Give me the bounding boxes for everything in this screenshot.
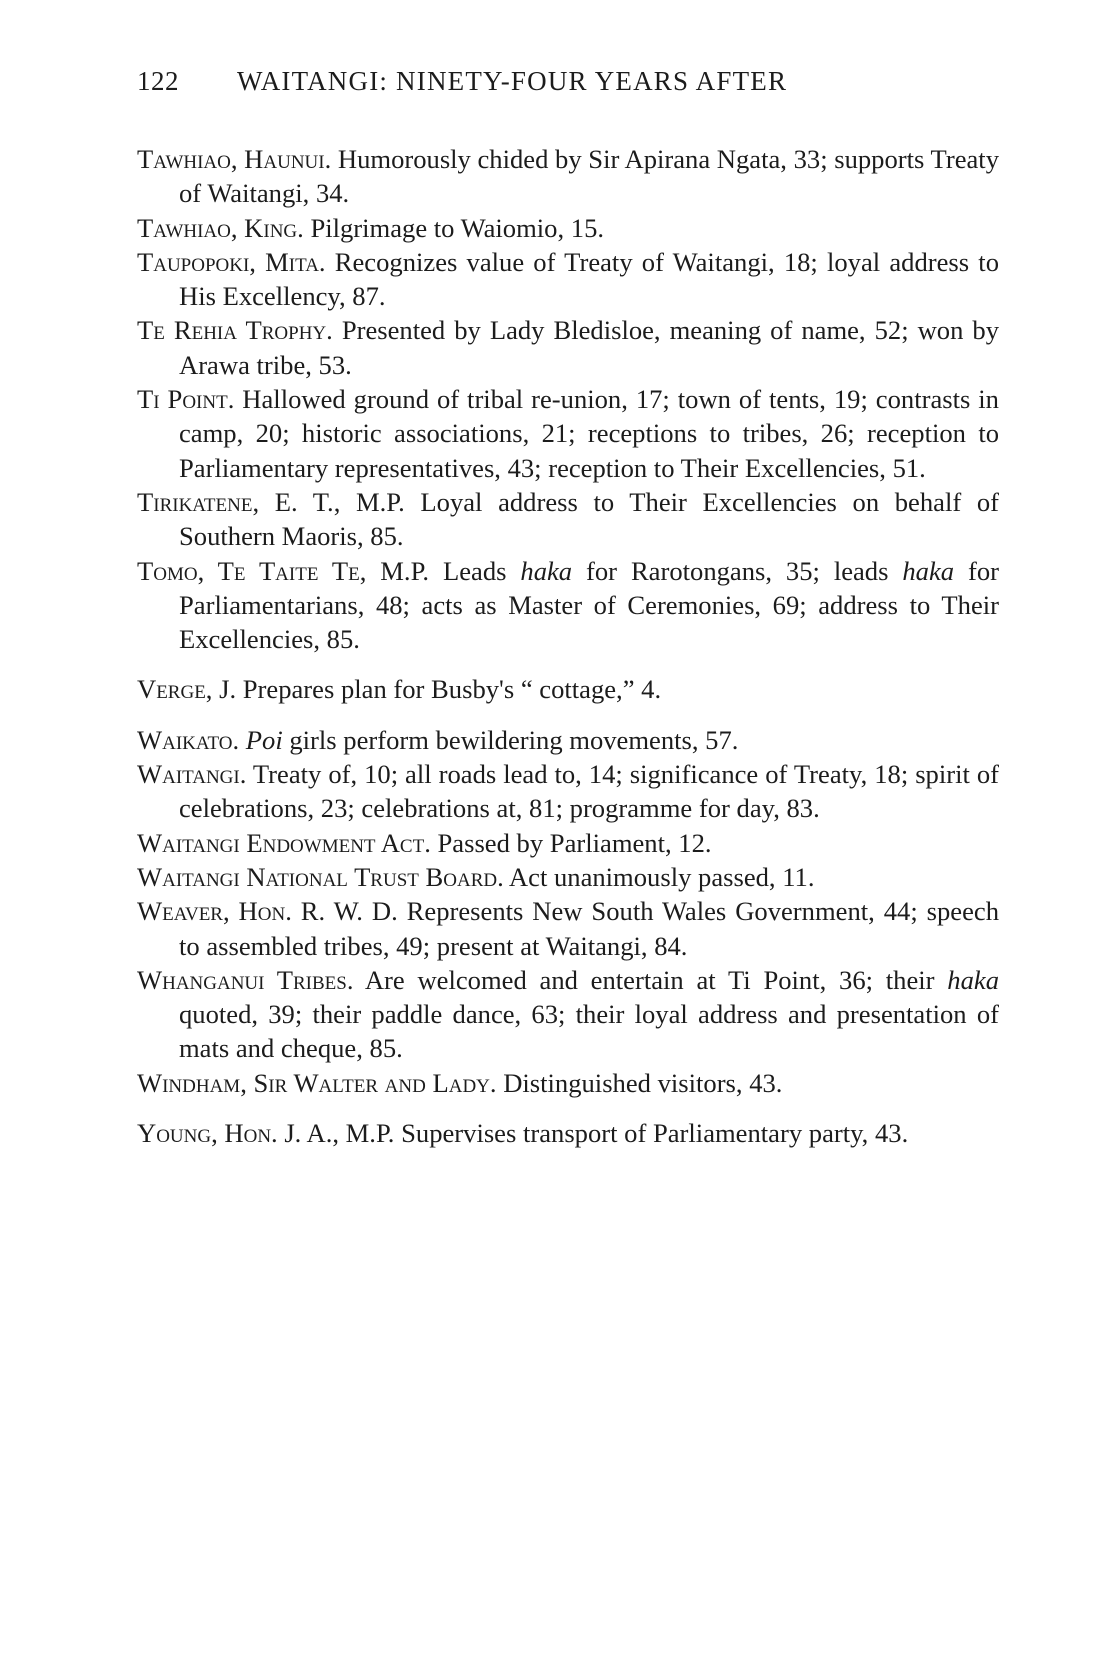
entry-text: Distinguished visitors, 43. [496,1067,783,1098]
index-entry [137,894,999,963]
index-list [137,142,999,1150]
index-entry [137,485,999,554]
entry-text: Prepares plan for Busby's “ cottage,” 4. [236,674,662,705]
index-entry [137,672,999,706]
page-number: 122 [137,66,179,96]
entry-text: quoted, 39; their paddle dance, 63; their loyal address and presentation of mats and cheque, 85. [179,999,999,1064]
entry-headword: Tirikatene, E. T., M.P. [137,486,405,517]
entry-headword: Waikato. [137,724,240,755]
entry-headword: Waitangi. [137,759,247,790]
index-entry [137,554,999,657]
entry-headword: Tawhiao, King. [137,212,304,243]
index-entry [137,963,999,1066]
entry-text: for Parliamentarians, 48; acts as Master of Ceremonies, 69; address to Their Excellencies, 85. [179,555,999,655]
entry-text: Act unanimously passed, 11. [503,861,815,892]
entry-headword: Te Rehia Trophy. [137,315,333,346]
index-entry [137,211,999,245]
index-entry [137,245,999,314]
index-entry [137,1116,999,1150]
entry-text: Pilgrimage to Waiomio, 15. [303,212,605,243]
entry-headword: Waitangi National Trust Board. [137,861,504,892]
running-title: WAITANGI: NINETY-FOUR YEARS AFTER [237,66,788,96]
entry-italic-term: haka [947,964,999,995]
entry-text: Recognizes value of Treaty of Waitangi, 18; loyal address to His Excellency, 87. [179,246,999,312]
page-header [137,66,1007,97]
entry-text: Hallowed ground of tribal re-union, 17; town of tents, 19; contrasts in camp, 20; historic associations, 21; receptions to tribes, 26; reception to Parliamentary representatives, 43; reception to Their Excellencies, 51. [179,384,999,483]
entry-italic-term: Poi [245,724,283,755]
index-entry [137,723,999,757]
entry-headword: Tomo, Te Taite Te, M.P. [137,555,430,586]
index-entry [137,757,999,826]
entry-headword: Windham, Sir Walter and Lady. [137,1067,497,1098]
entry-text: Loyal address to Their Excellencies on behalf of Southern Maoris, 85. [179,486,999,552]
entry-text: for Rarotongans, 35; leads [572,555,903,586]
entry-headword: Ti Point. [137,384,235,415]
entry-text: Treaty of, 10; all roads lead to, 14; significance of Treaty, 18; spirit of celebrations, 23; celebrations at, 81; programme for day, 83. [179,759,999,824]
entry-headword: Taupopoki, Mita. [137,246,326,277]
entry-italic-term: haka [520,555,573,586]
index-entry [137,860,999,894]
entry-headword: Young, Hon. J. A., M.P. [137,1118,395,1149]
entry-headword: Whanganui Tribes. [137,964,354,995]
index-entry [137,382,999,485]
entry-text: girls perform bewildering movements, 57. [282,724,739,755]
entry-headword: Waitangi Endowment Act. [137,827,431,858]
entry-italic-term: haka [902,555,955,586]
entry-headword: Tawhiao, Haunui. [137,144,332,174]
index-entry [137,1066,999,1100]
entry-text: Leads [429,555,521,586]
entry-text: Passed by Parliament, 12. [430,827,712,858]
entry-text: Represents New South Wales Government, 44; speech to assembled tribes, 49; present at Waitangi, 84. [179,896,999,961]
entry-text: Humorously chided by Sir Apirana Ngata, 33; supports Treaty of Waitangi, 34. [179,144,999,209]
index-entry [137,142,999,211]
entry-headword: Weaver, Hon. R. W. D. [137,896,398,927]
index-entry [137,313,999,382]
entry-text: Are welcomed and entertain at Ti Point, 36; their [353,964,948,995]
entry-headword: Verge, J. [137,674,237,705]
entry-text: Presented by Lady Bledisloe, meaning of name, 52; won by Arawa tribe, 53. [179,315,999,380]
entry-text: Supervises transport of Parliamentary party, 43. [394,1118,909,1149]
index-entry [137,826,999,860]
